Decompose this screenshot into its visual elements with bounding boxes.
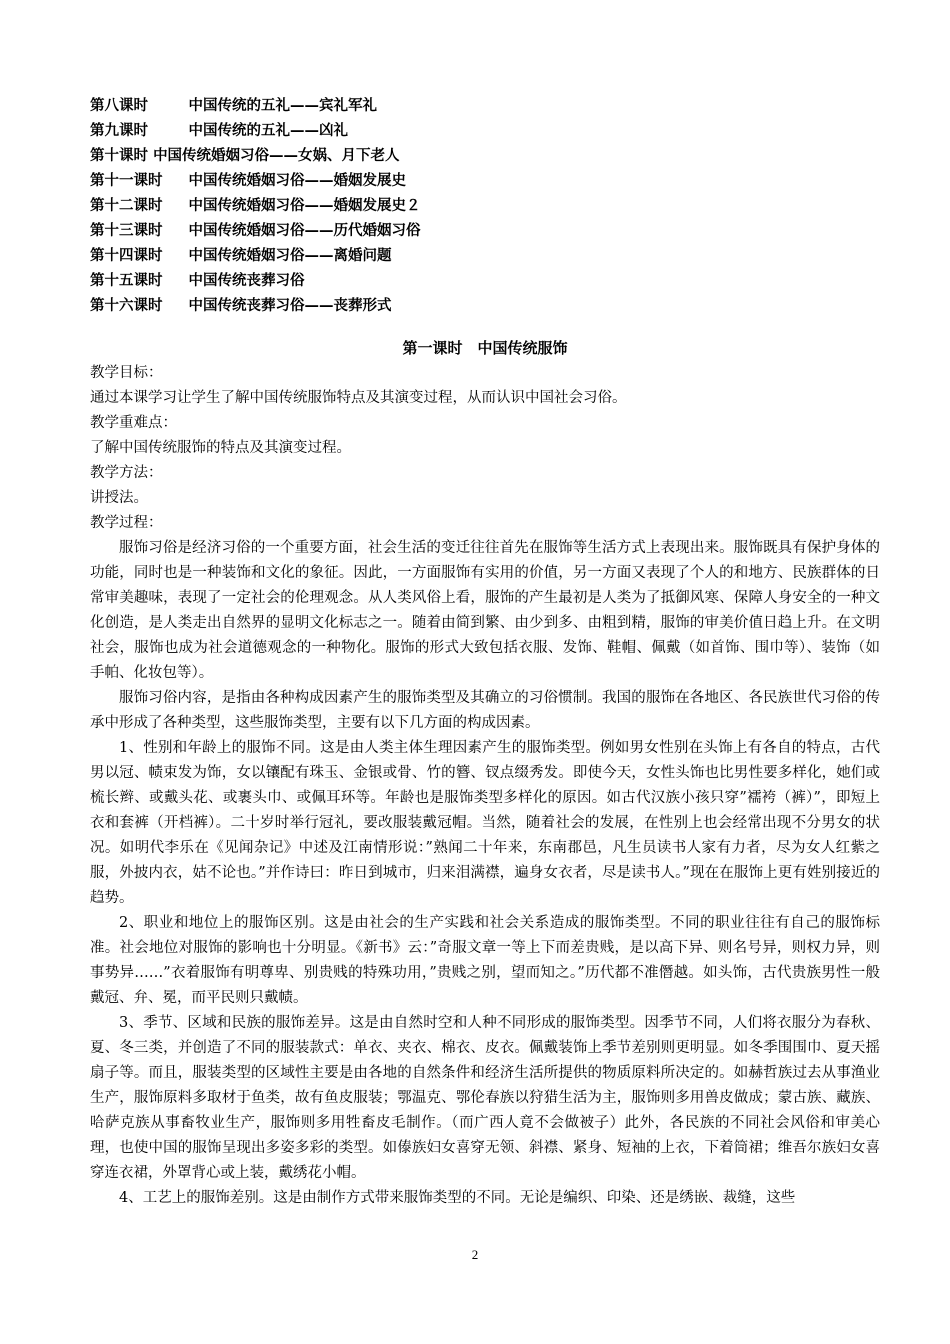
lesson-number: 第十四课时: [90, 248, 163, 264]
lesson-number: 第十三课时: [90, 223, 163, 239]
goal-label: 教学目标：: [90, 365, 163, 381]
method-label: 教学方法：: [90, 465, 163, 481]
body-paragraph: 1、性别和年龄上的服饰不同。这是由人类主体生理因素产生的服饰类型。例如男女性别在头饰上有各自的特点，古代男以冠、帻束发为饰，女以镶配有珠玉、金银或骨、竹的簪、钗点缀秀发。即使今天，女性头饰也比男性要多样化，她们或梳长辫、或戴头花、或裹头巾、或佩耳环等。年龄也是服饰类型多样化的原因。如古代汉族小孩只穿”襦袴（裤）”，即短上衣和套裤（开档裤）。二十岁时举行冠礼，要改服装戴冠帽。当然，随着社会的发展，在性别上也会经常出现不分男女的状况。如明代李乐在《见闻杂记》中述及江南情形说：”熟闻二十年来，东南郡邑，凡生员读书人家有力者，尽为女人红紫之服，外披内衣，姑不论也。”并作诗曰：昨日到城市，归来泪满襟，遍身女衣者，尽是读书人。”现在在服饰上更有姓别接近的趋势。: [90, 740, 880, 906]
lesson-topic: 中国传统的五礼——凶礼: [188, 123, 348, 139]
lesson-number: 第十五课时: [90, 273, 163, 289]
lesson-number: 第十二课时: [90, 198, 163, 214]
process-label: 教学过程：: [90, 515, 163, 531]
lesson-topic: 中国传统婚姻习俗——离婚问题: [188, 248, 392, 264]
lesson-number: 第十课时: [90, 148, 148, 164]
goal-text: 通过本课学习让学生了解中国传统服饰特点及其演变过程，从而认识中国社会习俗。: [90, 390, 627, 406]
lesson-topic: 中国传统婚姻习俗——婚姻发展史: [188, 173, 406, 189]
lesson-number: 第十六课时: [90, 298, 163, 314]
body-paragraph: 2、职业和地位上的服饰区别。这是由社会的生产实践和社会关系造成的服饰类型。不同的职业往往有自己的服饰标准。社会地位对服饰的影响也十分明显。《新书》云：”奇服文章一等上下而差贵贱，是以高下异、则名号异，则权力异，则事势异……”衣着服饰有明尊卑、别贵贱的特殊功用，”贵贱之别，望而知之。”历代都不准僭越。如头饰，古代贵族男性一般戴冠、弁、冕，而平民则只戴帻。: [90, 915, 880, 1006]
lesson-topic: 中国传统丧葬习俗: [188, 273, 305, 289]
lesson-topic: 中国传统婚姻习俗——女娲、月下老人: [153, 148, 400, 164]
lesson-topic: 中国传统丧葬习俗——丧葬形式: [188, 298, 392, 314]
lesson-number: 第九课时: [90, 123, 148, 139]
list-item: [90, 269, 880, 294]
list-item: [90, 94, 880, 119]
section-title: 第一课时 中国传统服饰: [402, 339, 568, 357]
body-paragraph: 3、季节、区域和民族的服饰差异。这是由自然时空和人种不同形成的服饰类型。因季节不同，人们将衣服分为春秋、夏、冬三类，并创造了不同的服装款式：单衣、夹衣、棉衣、皮衣。佩戴装饰上季节差别则更明显。如冬季围围巾、夏天摇扇子等。而且，服装类型的区域性主要是由各地的自然条件和经济生活所提供的物质原料所决定的。如赫哲族过去从事渔业生产，服饰原料多取材于鱼类，故有鱼皮服装；鄂温克、鄂伦春族以狩猎生活为主，服饰则多用兽皮做成；蒙古族、藏族、哈萨克族从事畜牧业生产，服饰则多用牲畜皮毛制作。（而广西人竟不会做被子）此外，各民族的不同社会风俗和审美心理，也使中国的服饰呈现出多姿多彩的类型。如傣族妇女喜穿无领、斜襟、紧身、短袖的上衣，下着筒裙；维吾尔族妇女喜穿连衣裙，外罩背心或上装，戴绣花小帽。: [90, 1015, 880, 1181]
method-text: 讲授法。: [90, 490, 148, 506]
body-paragraph: 服饰习俗内容，是指由各种构成因素产生的服饰类型及其确立的习俗惯制。我国的服饰在各地区、各民族世代习俗的传承中形成了各种类型，这些服饰类型，主要有以下几方面的构成因素。: [90, 690, 880, 731]
lesson-list: [90, 94, 880, 319]
list-item: [90, 244, 880, 269]
lesson-topic: 中国传统婚姻习俗——历代婚姻习俗: [188, 223, 421, 239]
focus-label: 教学重难点：: [90, 415, 177, 431]
focus-text: 了解中国传统服饰的特点及其演变过程。: [90, 440, 351, 456]
body-paragraph: 服饰习俗是经济习俗的一个重要方面，社会生活的变迁往往首先在服饰等生活方式上表现出来。服饰既具有保护身体的功能，同时也是一种装饰和文化的象征。因此，一方面服饰有实用的价值，另一方面又表现了个人的和地方、民族群体的日常审美趣味，表现了一定社会的伦理观念。从人类风俗上看，服饰的产生最初是人类为了抵御风寒、保障人身安全的一种文化创造，是人类走出自然界的显明文化标志之一。随着由简到繁、由少到多、由粗到精，服饰的审美价值日趋上升。在文明社会，服饰也成为社会道德观念的一种物化。服饰的形式大致包括衣服、发饰、鞋帽、佩戴（如首饰、围巾等）、装饰（如手帕、化妆包等）。: [90, 540, 880, 681]
document-page: [90, 94, 880, 1211]
list-item: [90, 119, 880, 144]
list-item: [90, 169, 880, 194]
list-item: [90, 294, 880, 319]
body-paragraph: 4、工艺上的服饰差别。这是由制作方式带来服饰类型的不同。无论是编织、印染、还是绣嵌、裁缝，这些: [119, 1190, 796, 1206]
list-item: [90, 144, 880, 169]
lesson-topic: 中国传统的五礼——宾礼军礼: [188, 98, 377, 114]
lesson-topic: 中国传统婚姻习俗——婚姻发展史２: [188, 198, 421, 214]
lesson-number: 第八课时: [90, 98, 148, 114]
lesson-number: 第十一课时: [90, 173, 163, 189]
list-item: [90, 219, 880, 244]
list-item: [90, 194, 880, 219]
page-number: 2: [471, 1247, 479, 1262]
